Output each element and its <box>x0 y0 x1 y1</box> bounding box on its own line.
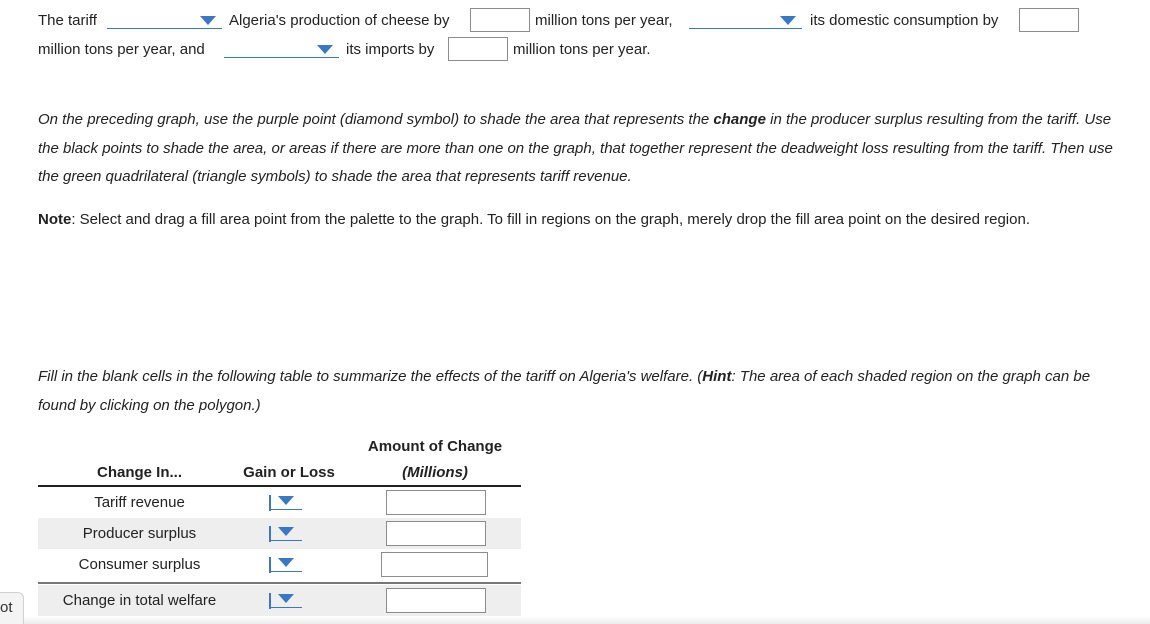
sentence-text-7: million tons per year. <box>513 41 651 58</box>
table-row-consumer-surplus <box>38 549 521 580</box>
table-row-producer-surplus <box>38 518 521 549</box>
chevron-down-icon <box>278 594 294 603</box>
tariff-effect-imports-dropdown[interactable] <box>224 41 339 59</box>
page-bottom-edge <box>24 616 1150 624</box>
sentence-text-3: million tons per year, <box>535 12 673 29</box>
tariff-effect-consumption-dropdown[interactable] <box>689 12 802 30</box>
table-total-rule <box>38 582 521 584</box>
chevron-down-icon <box>317 45 333 54</box>
amount-input[interactable] <box>386 490 486 515</box>
column-header-amount: Amount of Change <box>367 438 503 455</box>
table-row-total-welfare <box>38 585 521 616</box>
chevron-down-icon <box>780 16 796 25</box>
gain-loss-dropdown[interactable] <box>270 526 302 541</box>
row-label: Consumer surplus <box>78 556 201 573</box>
consumption-change-input[interactable] <box>1019 8 1079 32</box>
table-row-tariff-revenue <box>38 487 521 518</box>
chevron-down-icon <box>278 558 294 567</box>
gain-loss-dropdown[interactable] <box>270 557 302 572</box>
sentence-text-4: its domestic consumption by <box>810 12 999 29</box>
column-header-change-in: Change In... <box>96 464 182 481</box>
amount-input[interactable] <box>381 552 488 577</box>
gain-loss-dropdown[interactable] <box>270 495 302 510</box>
column-header-gain-or-loss: Gain or Loss <box>243 464 335 481</box>
row-label: Change in total welfare <box>62 592 217 609</box>
chevron-down-icon <box>200 16 216 25</box>
amount-input[interactable] <box>386 588 486 613</box>
sentence-text-2: Algeria's production of cheese by <box>229 12 450 29</box>
row-label: Tariff revenue <box>94 494 185 511</box>
sentence-text-1: The tariff <box>38 12 97 29</box>
sentence-text-6: its imports by <box>346 41 435 58</box>
tariff-effect-production-dropdown[interactable] <box>107 12 222 30</box>
column-header-amount-unit: (Millions) <box>402 464 468 481</box>
sentence-text-5: million tons per year, and <box>38 41 205 58</box>
imports-change-input[interactable] <box>448 37 508 61</box>
chevron-down-icon <box>278 496 294 505</box>
amount-input[interactable] <box>386 521 486 546</box>
production-change-input[interactable] <box>470 8 530 32</box>
gain-loss-dropdown[interactable] <box>270 593 302 608</box>
note-paragraph: Note: Select and drag a fill area point from the palette to the graph. To fill in regions on the graph, merely drop the fill area point on the desired region. <box>38 211 1030 228</box>
side-tab-label: ot <box>0 599 13 616</box>
graph-instructions: On the preceding graph, use the purple point (diamond symbol) to shade the area that represents the change in the producer surplus resulting from the tariff. Use the black points to shade the area, or areas if there are more than one on the graph, that together represent the deadweight loss resulting from the tariff. Then use the green quadrilateral (triangle symbols) to shade the area that represents tariff revenue. <box>38 111 1113 185</box>
row-label: Producer surplus <box>82 525 197 542</box>
side-tab[interactable] <box>0 592 24 624</box>
table-instructions: Fill in the blank cells in the following table to summarize the effects of the tariff on Algeria's welfare. (Hint: The area of each shaded region on the graph can be found by clicking on the polygon.) <box>38 368 1091 414</box>
chevron-down-icon <box>278 527 294 536</box>
